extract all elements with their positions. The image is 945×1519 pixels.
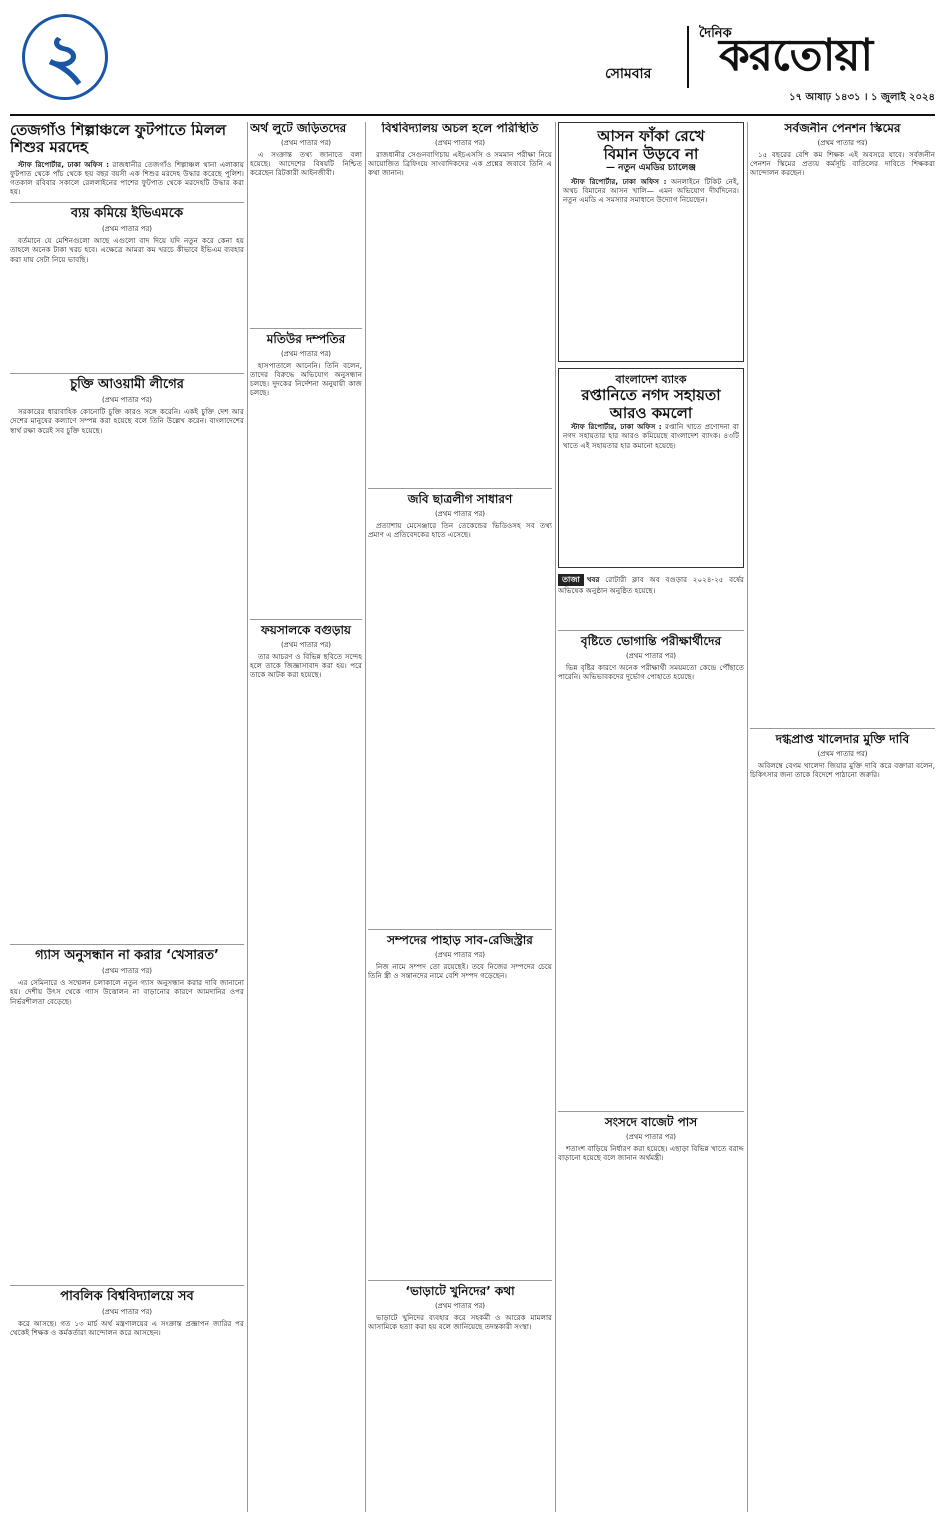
continued-label: (প্রথম পাতার পর) xyxy=(817,749,868,758)
article-text: হাসপাতালে আনেনি। তিনি বলেন, তাদের বিরুদ্ধে অভিযোগ অনুসন্ধান চলছে। দুদকের নির্দেশনা অনুযায়ী কাজ চলছে। xyxy=(250,360,362,398)
brand-name: করতোয়া xyxy=(719,30,873,81)
masthead-divider xyxy=(687,26,689,88)
brand-small: দৈনিক xyxy=(699,26,732,41)
article-text: ভিন্ন বৃষ্টির কারণে অনেক পরীক্ষার্থী সময়মতো কেন্দ্রে পৌঁছাতে পারেনি। অভিভাবকদের দুর্ভোগ পোহাতে হয়েছে। xyxy=(558,662,744,681)
article-divider xyxy=(250,328,362,329)
article-text: রোটারী ক্লাব অব বগুড়ার ২০২৪-২৫ বর্ষের অভিষেক অনুষ্ঠান অনুষ্ঠিত হয়েছে। xyxy=(558,575,744,596)
page-number: ২ xyxy=(22,14,108,100)
article-gas xyxy=(10,949,244,1279)
column-divider xyxy=(365,122,366,1512)
headline: তেজগাঁও শিল্পাঞ্চলে ফুটপাতে মিলল শিশুর মরদেহ xyxy=(10,122,227,157)
masthead-day: সোমবার xyxy=(605,66,652,82)
headline-line-2: রপ্তানিতে নগদ সহায়তা xyxy=(581,386,721,405)
headline: জবি ছাত্রলীগ সাধারণ xyxy=(407,492,513,506)
column-divider xyxy=(747,122,748,1512)
continued-label: (প্রথম পাতার পর) xyxy=(280,640,332,649)
article-evm xyxy=(10,207,244,367)
headline: পাবলিক বিশ্ববিদ্যালয়ে সব xyxy=(60,1289,194,1305)
headline-line-1: আসন ফাঁকা রেখে xyxy=(597,127,705,145)
byline: স্টাফ রিপোর্টার, ঢাকা অফিস : xyxy=(571,176,667,186)
article-khaleda-release xyxy=(750,733,935,779)
article-jnu-chhatra-league xyxy=(368,493,552,923)
article-body xyxy=(250,150,362,178)
article-child-body xyxy=(10,122,244,196)
article-text: করে আসছে। গত ১৩ মার্চ অর্থ মন্ত্রণালয়ের এ সংক্রান্ত প্রজ্ঞাপন জারির পর থেকেই শিক্ষক ও কর্মকর্তারা আন্দোলন করে আসছেন। xyxy=(10,1319,244,1338)
column-4 xyxy=(558,122,744,1512)
headline: সর্বজনীন পেনশন স্কিমের xyxy=(784,122,901,135)
article-text: এর সেমিনারে ও সম্মেলন চলাকালে নতুন গ্যাস অনুসন্ধান করার দাবি জানানো হয়। দেশীয় উৎস থেকে গ্যাস উত্তোলন না বাড়ানোর কারণে আমদানির ওপর নির্ভরশীলতা বেড়েছে। xyxy=(10,978,244,1006)
article-text: অনলাইনে টিকিট নেই, অথচ বিমানের আসন খালি— এমন অভিযোগ দীর্ঘদিনের। নতুন এমডি এ সমস্যার সমাধানে উদ্যোগ নিয়েছেন। xyxy=(563,176,739,204)
article-money-laundering xyxy=(250,122,362,322)
article-text: এ সংক্রান্ত তথ্য জানাতে বলা হয়েছে। আদেশের বিষয়টি নিশ্চিত করেছেন রিটকারী আইনজীবী। xyxy=(250,149,362,178)
brand-logo xyxy=(699,26,935,88)
article-divider xyxy=(558,630,744,631)
article-text: নিজ নামে সম্পদ তো রয়েছেই। তবে নিজের সম্পদের চেয়ে তিনি স্ত্রী ও সন্তানদের নামে বেশি সম্পদ গড়েছেন। xyxy=(368,961,552,980)
headline-line-2: বিমান উড়বে না xyxy=(603,145,699,163)
article-sub-registrar xyxy=(368,934,552,1274)
continued-label: (প্রথম পাতার পর) xyxy=(280,349,332,358)
article-body xyxy=(250,361,362,398)
column-3 xyxy=(368,122,552,1512)
article-faisal-bogura xyxy=(250,624,362,679)
article-body xyxy=(368,521,552,539)
article-export-incentive xyxy=(558,368,744,568)
article-body xyxy=(10,236,244,264)
article-body xyxy=(10,978,244,1006)
headline: ফয়সালকে বগুড়ায় xyxy=(260,623,352,637)
headline: চুক্তি আওয়ামী লীগের xyxy=(70,377,184,393)
masthead-rule xyxy=(10,114,935,116)
article-body xyxy=(10,407,244,435)
article-divider xyxy=(368,929,552,930)
article-divider xyxy=(558,1111,744,1112)
article-universal-pension xyxy=(750,122,935,722)
article-body xyxy=(10,160,244,197)
article-body xyxy=(563,422,739,450)
headline-line-3: আরও কমলো xyxy=(609,404,693,423)
article-text: প্রত্যাশায় মেসেঞ্জারে তিন তেকেন্ডের ভিডিওসহ সব তথ্য প্রমাণ এ প্রতিবেদকের হাতে এসেছে। xyxy=(368,520,552,539)
article-divider xyxy=(10,373,244,374)
masthead-date: ১৭ আষাঢ় ১৪৩১ । ১ জুলাই ২০২৪ xyxy=(789,92,935,103)
article-text: তার আচরণ ও বিভিন্ন ছবিতে সন্দেহ হলে তাকে জিজ্ঞাসাবাদ করা হয়। পরে তাকে আটক করা হয়েছে। xyxy=(250,651,362,680)
article-divider xyxy=(250,619,362,620)
article-body xyxy=(368,1313,552,1331)
headline: মতিউর দম্পতির xyxy=(266,332,346,346)
byline: স্টাফ রিপোর্টার, ঢাকা অফিস : xyxy=(18,159,110,169)
continued-label: (প্রথম পাতার পর) xyxy=(280,138,332,147)
headline: অর্থ লুটে জড়িতদের xyxy=(250,122,347,135)
continued-label: (প্রথম পাতার পর) xyxy=(625,1132,677,1141)
article-text: রাজধানীর তেজগাঁও শিল্পাঞ্চল থানা এলাকায় ফুটপাত থেকে পাঁচ থেকে ছয় বছর বয়সী এক শিশুর মরদেহ উদ্ধার করেছে পুলিশ। গতকাল রবিবার সকালে রেললাইনের পাশের ফুটপাত থেকে মরদেহটি উদ্ধার করা হয়। xyxy=(10,159,244,197)
column-5 xyxy=(750,122,935,1512)
continued-label: (প্রথম পাতার পর) xyxy=(434,509,486,518)
article-awami-league xyxy=(10,378,244,938)
article-rain-examinees xyxy=(558,635,744,1105)
byline: স্টাফ রিপোর্টার, ঢাকা অফিস : xyxy=(571,422,662,432)
headline: বৃষ্টিতে ভোগান্তি পরীক্ষার্থীদের xyxy=(580,634,722,648)
article-divider xyxy=(368,488,552,489)
article-university-standstill xyxy=(368,122,552,482)
article-body xyxy=(558,663,744,681)
article-body xyxy=(10,1319,244,1337)
headline: বিশ্ববিদ্যালয় অচল হলে পরিস্থিতি xyxy=(381,122,539,135)
article-body xyxy=(368,150,552,178)
continued-label: (প্রথম পাতার পর) xyxy=(101,967,153,976)
headline-line-1: বাংলাদেশ ব্যাংক xyxy=(615,373,687,386)
continued-label: (প্রথম পাতার পর) xyxy=(101,225,153,234)
article-text: অবিলম্বে বেগম খালেদা জিয়ার মুক্তি দাবি করে বক্তারা বলেন, চিকিৎসার জন্য তাকে বিদেশে পাঠানো জরুরি। xyxy=(750,760,935,779)
article-divider xyxy=(10,944,244,945)
headline: ব্যয় কমিয়ে ইভিএমকে xyxy=(70,206,184,222)
article-divider xyxy=(368,1280,552,1281)
continued-label: (প্রথম পাতার পর) xyxy=(101,396,153,405)
continued-label: (প্রথম পাতার পর) xyxy=(625,651,677,660)
article-body xyxy=(750,150,935,178)
column-divider xyxy=(555,122,556,1512)
continued-label: (প্রথম পাতার পর) xyxy=(101,1308,153,1317)
article-text: রপ্তানি খাতে প্রণোদনা বা নগদ সহায়তার হার আরও কমিয়েছে বাংলাদেশ ব্যাংক। ৪৩টি খাতে এই সহায়তার হার কমানো হয়েছে। xyxy=(563,422,739,450)
news-badge: তাজা xyxy=(558,574,584,586)
article-divider xyxy=(10,1285,244,1286)
article-divider xyxy=(750,728,935,729)
article-text: বর্তমানে যে মেশিনগুলো আছে এগুলো বাদ দিয়ে যদি নতুন করে কেনা হয় তাহলে অনেক টাকা খরচ হবে। এক্ষেত্রে আমরা কম খরচে কীভাবে ইভিএম ব্যবহার করা যায় সেটা নিয়ে ভাবছি। xyxy=(10,236,244,264)
masthead xyxy=(0,0,945,118)
article-body xyxy=(558,1144,744,1162)
column-1 xyxy=(10,122,244,1512)
article-divider xyxy=(10,202,244,203)
article-text: সরকারের ধারাবাহিক কোনোটি চুক্তি কারও সঙ্গে করেনি। একই চুক্তি দেশ আর দেশের মানুষের কল্যাণে সম্পন্ন করা হয়েছে বলে তিনি উল্লেখ করেন। বাংলাদেশের স্বার্থ রক্ষা করেই সব চুক্তি হয়েছে। xyxy=(10,407,244,435)
article-body xyxy=(368,962,552,980)
article-body xyxy=(250,652,362,680)
article-body xyxy=(750,761,935,779)
article-biman xyxy=(558,122,744,362)
article-text: ভাড়াটে খুনিদের ব্যবহার করে সহকর্মী ও আরেক মামলার আসামিকে হত্যা করা হয় বলে জানিয়েছে তদন্তকারী সংস্থা। xyxy=(368,1312,552,1331)
article-public-university xyxy=(10,1290,244,1337)
article-text: ১৫ বছরের বেশি কম শিক্ষক এই অবসরে যাবে। সর্বজনীন পেনশন স্কিমের প্রত্যয় কর্মসূচি বাতিলের দাবিতে শিক্ষকরা আন্দোলন করছেন। xyxy=(750,149,935,178)
article-hired-killers xyxy=(368,1285,552,1331)
article-text: শতাংশ বাড়িয়ে নির্ধারণ করা হয়েছে। এছাড়া বিভিন্ন খাতে বরাদ্দ বাড়ানো হয়েছে বলে জানান অর্থমন্ত্রী। xyxy=(558,1143,744,1162)
article-text: রাজধানীর সেগুনবাগিচায় এইচএসসি ও সমমান পরীক্ষা নিয়ে আয়োজিত ব্রিফিংয়ে সাংবাদিকদের এক প্রশ্নের জবাবে তিনি এ কথা জানান। xyxy=(368,149,552,178)
continued-label: (প্রথম পাতার পর) xyxy=(434,1301,486,1310)
column-divider xyxy=(247,122,248,1512)
article-body xyxy=(563,177,739,205)
column-2 xyxy=(250,122,362,1512)
article-budget-passed xyxy=(558,1116,744,1162)
article-rotary-brief xyxy=(558,574,744,624)
article-body xyxy=(558,574,744,595)
badge-label: খবর xyxy=(586,575,600,584)
headline: ‘ভাড়াটে খুনিদের’ কথা xyxy=(405,1284,515,1298)
headline: দগ্ধপ্রাপ্ত খালেদার মুক্তি দাবি xyxy=(775,732,910,746)
subheadline: — নতুন এমডির চ্যালেঞ্জ xyxy=(606,163,696,173)
article-motiur-couple xyxy=(250,333,362,613)
headline: গ্যাস অনুসন্ধান না করার ‘খেসারত’ xyxy=(35,948,219,964)
continued-label: (প্রথম পাতার পর) xyxy=(434,950,486,959)
continued-label: (প্রথম পাতার পর) xyxy=(817,138,868,147)
headline: সম্পদের পাহাড় সাব-রেজিস্ট্রার xyxy=(387,933,533,947)
headline: সংসদে বাজেট পাস xyxy=(604,1115,698,1129)
masthead-right xyxy=(605,26,935,106)
continued-label: (প্রথম পাতার পর) xyxy=(434,138,486,147)
